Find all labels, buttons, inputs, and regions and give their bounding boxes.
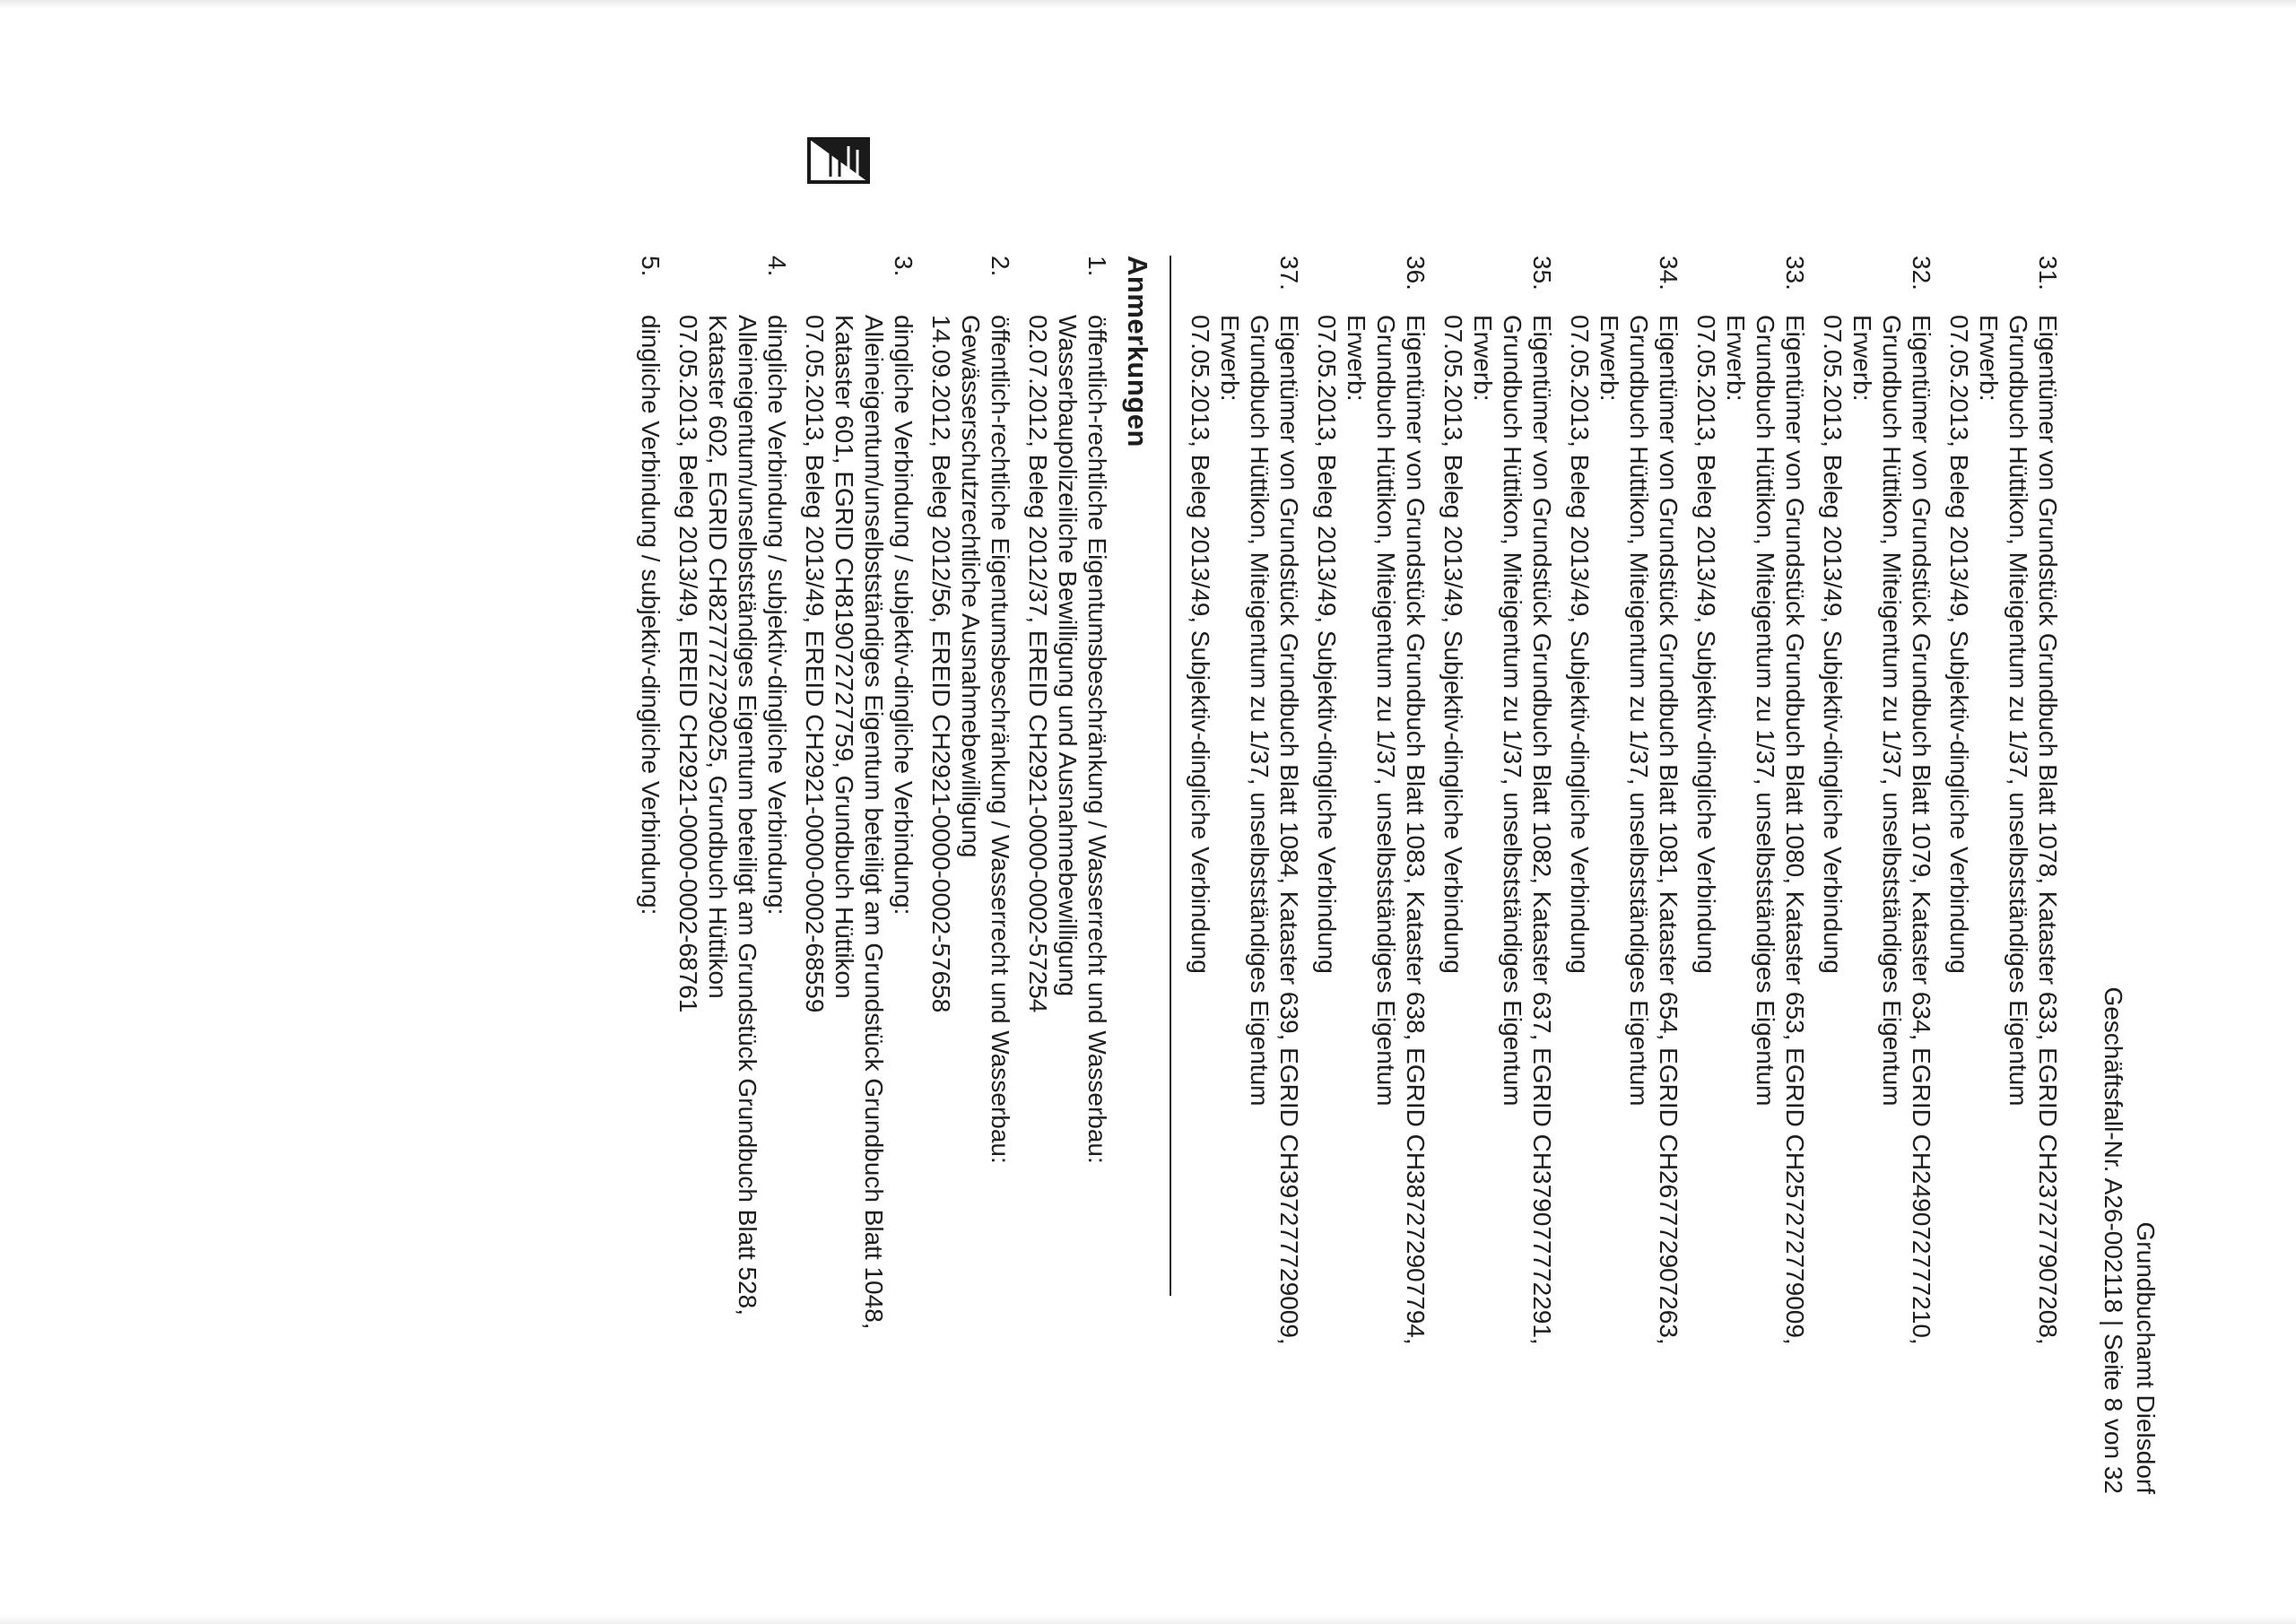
annotation-entry-number: 4. (763, 256, 791, 277)
annotation-entry-number: 3. (890, 256, 918, 277)
annotations-list (636, 256, 1112, 1493)
ownership-entry-line: Erwerb: (1975, 315, 2003, 402)
ownership-entry-line: Grundbuch Hüttikon, Miteigentum zu 1/37, unselbstständiges Eigentum (1372, 315, 1400, 1107)
office-name: Grundbuchamt Dielsdorf (2132, 1221, 2160, 1494)
ownership-entry-line: Eigentümer von Grundstück Grundbuch Blatt 1081, Kataster 654, EGRID CH267772907263, (1655, 315, 1683, 1345)
ownership-entry-line: Erwerb: (1343, 315, 1370, 402)
ownership-entry-line: Eigentümer von Grundstück Grundbuch Blatt 1078, Kataster 633, EGRID CH237277907208, (2034, 315, 2062, 1345)
ownership-entry-line: 07.05.2013, Beleg 2013/49, Subjektiv-dingliche Verbindung (1566, 315, 1594, 974)
page-header (2097, 986, 2161, 1494)
annotation-entry-line: Alleineigentum/unselbstständiges Eigentum beteiligt am Grundstück Grundbuch Blatt 1048, (860, 315, 888, 1330)
annotation-entry (800, 256, 918, 1493)
annotation-entry-line: Wasserbaupolizeiliche Bewilligung und Ausnahmebewilligung (1054, 315, 1082, 997)
annotation-entry-number: 2. (987, 256, 1014, 277)
ownership-entry-line: Grundbuch Hüttikon, Miteigentum zu 1/37, unselbstständiges Eigentum (1246, 315, 1274, 1107)
ownership-entry-line: 07.05.2013, Beleg 2013/49, Subjektiv-dingliche Verbindung (1692, 315, 1720, 974)
annotation-entry-line: 14.09.2012, Beleg 2012/56, EREID CH2921-0000-0002-57658 (927, 315, 955, 1013)
ownership-entry-line: Grundbuch Hüttikon, Miteigentum zu 1/37, unselbstständiges Eigentum (1499, 315, 1526, 1107)
ownership-entry-line: Grundbuch Hüttikon, Miteigentum zu 1/37, unselbstständiges Eigentum (1752, 315, 1779, 1107)
ownership-entry (1692, 256, 1810, 1493)
ownership-entries-list (1186, 256, 2063, 1493)
annotation-entry-line: 02.07.2012, Beleg 2012/37, EREID CH2921-0000-0002-57254 (1024, 315, 1052, 1013)
ownership-entry-line: 07.05.2013, Beleg 2013/49, Subjektiv-dingliche Verbindung (1439, 315, 1467, 974)
ownership-entry-line: Erwerb: (1722, 315, 1750, 402)
ownership-entry (1439, 256, 1557, 1493)
annotation-entry (1023, 256, 1112, 1493)
annotation-entry-line: Kataster 601, EGRID CH819072727759, Grundbuch Hüttikon (831, 315, 858, 999)
ownership-entry (1312, 256, 1431, 1493)
ownership-entry-line: 07.05.2013, Beleg 2013/49, Subjektiv-dingliche Verbindung (1313, 315, 1341, 974)
annotations-heading: Anmerkungen (1122, 256, 1153, 447)
ownership-entry-line: Eigentümer von Grundstück Grundbuch Blatt 1083, Kataster 638, EGRID CH387272907794, (1402, 315, 1430, 1345)
section-divider (1170, 256, 1171, 1296)
annotation-entry-line: dingliche Verbindung / subjektiv-dingliche Verbindung: (637, 315, 665, 916)
annotation-entry-line: Gewässerschutzrechtliche Ausnahmebewilligung (957, 315, 985, 858)
ownership-entry (1565, 256, 1683, 1493)
annotation-entry (674, 256, 792, 1493)
annotation-entry-line: 07.05.2013, Beleg 2013/49, EREID CH2921-0000-0002-68761 (674, 315, 702, 1013)
ownership-entry-number: 33. (1781, 256, 1809, 291)
ownership-entry (1944, 256, 2063, 1493)
ownership-entry-number: 36. (1402, 256, 1430, 291)
annotation-entry-line: Kataster 602, EGRID CH827772729025, Grundbuch Hüttikon (704, 315, 732, 999)
ownership-entry-line: Erwerb: (1216, 315, 1244, 402)
ownership-entry-line: Eigentümer von Grundstück Grundbuch Blatt 1079, Kataster 634, EGRID CH249072777210, (1908, 315, 1935, 1345)
annotation-entry (636, 256, 665, 1493)
ownership-entry-number: 35. (1528, 256, 1556, 291)
ownership-entry-line: Eigentümer von Grundstück Grundbuch Blatt 1084, Kataster 639, EGRID CH397277729009, (1275, 315, 1303, 1345)
ownership-entry-line: 07.05.2013, Beleg 2013/49, Subjektiv-dingliche Verbindung (1945, 315, 1973, 974)
ownership-entry-number: 37. (1275, 256, 1303, 291)
case-number-line: Geschäftsfall-Nr. A26-002118 | Seite 8 von 32 (2100, 986, 2127, 1494)
annotation-entry-line: Alleineigentum/unselbstständiges Eigentum beteiligt am Grundstück Grundbuch Blatt 528, (734, 315, 761, 1316)
ownership-entry-line: Erwerb: (1469, 315, 1497, 402)
ownership-entry-line: Grundbuch Hüttikon, Miteigentum zu 1/37, unselbstständiges Eigentum (1625, 315, 1653, 1107)
ownership-entry-number: 34. (1655, 256, 1683, 291)
annotation-entry-line: öffentlich-rechtliche Eigentumsbeschränkung / Wasserrecht und Wasserbau: (987, 315, 1014, 1164)
annotation-entry-number: 1. (1083, 256, 1111, 277)
ownership-entry-line: Grundbuch Hüttikon, Miteigentum zu 1/37, unselbstständiges Eigentum (1878, 315, 1906, 1107)
document-body (628, 256, 2063, 1493)
ownership-entry (1186, 256, 1304, 1493)
ownership-entry-number: 31. (2034, 256, 2062, 291)
annotation-entry-line: öffentlich-rechtliche Eigentumsbeschränkung / Wasserrecht und Wasserbau: (1083, 315, 1111, 1164)
annotation-entry (926, 256, 1015, 1493)
ownership-entry-line: Erwerb: (1596, 315, 1623, 402)
ownership-entry-line: 07.05.2013, Beleg 2013/49, Subjektiv-dingliche Verbindung (1187, 315, 1214, 974)
annotation-entry-line: 07.05.2013, Beleg 2013/49, EREID CH2921-0000-0002-68559 (801, 315, 829, 1013)
canton-zurich-logo-icon (807, 137, 870, 184)
ownership-entry-line: 07.05.2013, Beleg 2013/49, Subjektiv-dingliche Verbindung (1819, 315, 1847, 974)
annotation-entry-line: dingliche Verbindung / subjektiv-dingliche Verbindung: (890, 315, 918, 916)
ownership-entry-number: 32. (1908, 256, 1935, 291)
ownership-entry-line: Erwerb: (1848, 315, 1876, 402)
annotation-entry-line: dingliche Verbindung / subjektiv-dingliche Verbindung: (763, 315, 791, 916)
annotation-entry-number: 5. (637, 256, 665, 277)
ownership-entry-line: Grundbuch Hüttikon, Miteigentum zu 1/37, unselbstständiges Eigentum (2005, 315, 2032, 1107)
ownership-entry (1818, 256, 1936, 1493)
ownership-entry-line: Eigentümer von Grundstück Grundbuch Blatt 1082, Kataster 637, EGRID CH379077772291, (1528, 315, 1556, 1345)
ownership-entry-line: Eigentümer von Grundstück Grundbuch Blatt 1080, Kataster 653, EGRID CH257272779009, (1781, 315, 1809, 1345)
